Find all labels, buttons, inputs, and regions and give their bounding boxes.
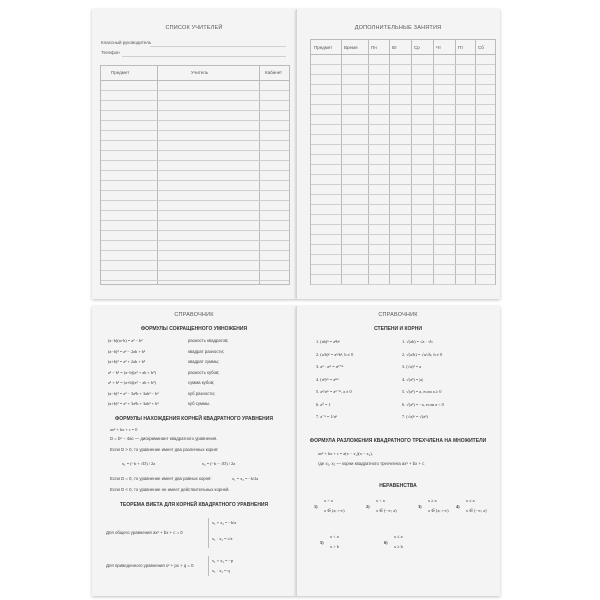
inequality-solution: x ∈ (a; +∞): [324, 508, 345, 513]
formula-description: квадрат суммы;: [188, 359, 220, 364]
table-row-line: [101, 240, 289, 241]
table-row-line: [311, 234, 495, 235]
section-title-inequalities: НЕРАВЕНСТВА: [379, 483, 417, 489]
formula-description: сумма кубов;: [188, 380, 215, 385]
notebook-page-reference-left: [92, 306, 296, 596]
root-1: x₁ = (−b + √D) / 2a: [122, 461, 156, 466]
root-rule: 2. √(a/b) = √a/√b, b ≠ 0: [402, 351, 443, 357]
table-column-line: [389, 40, 390, 284]
table-row-line: [101, 250, 289, 251]
table-row-line: [311, 184, 495, 185]
inequality-solution: x ∈ (−∞; a): [376, 508, 397, 513]
table-row-line: [311, 244, 495, 245]
inequality-number: 5): [320, 540, 324, 545]
notebook-page-teachers: [92, 9, 296, 299]
class-teacher-label: Классный руководитель: [101, 40, 152, 45]
table-row-line: [311, 114, 495, 115]
table-row-line: [311, 94, 495, 95]
vieta-general-product: x₁ · x₂ = c/a: [212, 536, 233, 541]
section-title-factorization: ФОРМУЛА РАЗЛОЖЕНИЯ КВАДРАТНОГО ТРЕХЧЛЕНА НА МНОЖИТЕЛИ: [309, 438, 487, 444]
table-row-line: [311, 174, 495, 175]
table-row-line: [101, 120, 289, 121]
vieta-general-label: Для общего уравнения ax² + bx + c = 0: [106, 530, 183, 535]
root-rule: 7. (√a)ⁿ = √(aⁿ): [402, 414, 428, 419]
column-header-6: Пт: [458, 45, 464, 50]
formula: a³ − b³ = (a−b)(a² + ab + b²): [108, 369, 156, 375]
table-row-line: [311, 104, 495, 105]
table-row-line: [101, 160, 289, 161]
table-row-line: [311, 124, 495, 125]
table-column-line: [341, 40, 342, 284]
section-title-quadratic: ФОРМУЛЫ НАХОЖДЕНИЯ КОРНЕЙ КВАДРАТНОГО УРАВНЕНИЯ: [115, 416, 273, 422]
formula-description: разность кубов;: [188, 369, 220, 375]
inequality-condition: x < a: [376, 498, 385, 503]
notebook-page-extra-classes: [296, 9, 500, 299]
factorization-formula: ax² + bx + c = a(x − x₁)(x − x₂),: [318, 451, 373, 456]
column-header-teacher: Учитель: [191, 70, 209, 75]
table-row-line: [101, 90, 289, 91]
formula: (a+b)² = a² + 2ab + b²: [108, 359, 146, 364]
formula-description: разность квадратов;: [188, 338, 229, 343]
table-row-line: [311, 214, 495, 215]
table-row-line: [311, 204, 495, 205]
table-row-line: [101, 200, 289, 201]
column-header-1: Время: [344, 45, 358, 50]
root-rule: 4. √(a²) = |a|: [402, 376, 423, 382]
table-row-line: [101, 260, 289, 261]
table-row-line: [311, 64, 495, 65]
column-header-subject: Предмет: [111, 70, 130, 75]
formula-description: квадрат разности;: [188, 348, 225, 354]
table-row-line: [101, 170, 289, 171]
power-rule: 2. (a/b)ⁿ = aⁿ/bⁿ, b ≠ 0: [316, 351, 354, 357]
formula-description: куб разности;: [188, 390, 215, 396]
table-row-line: [101, 280, 289, 281]
power-rule: 4. (aⁿ)ᵐ = aⁿᵐ: [316, 376, 339, 382]
table-row-line: [101, 140, 289, 141]
table-row-line: [311, 164, 495, 165]
inequality-solution: x ≥ b: [394, 544, 403, 549]
teachers-table: [100, 65, 290, 285]
inequality-solution: x ∈ [a; +∞): [428, 508, 449, 513]
inequality-number: 6): [384, 540, 388, 545]
inequality-solution: x ∈ (−∞; a]: [466, 508, 487, 513]
table-column-line: [433, 40, 434, 284]
case-negative: Если D < 0, то уравнение не имеет действительных корней.: [110, 487, 230, 492]
vieta-reduced-label: Для приведенного уравнения x² + px + q = 0: [106, 563, 194, 568]
case-zero: Если D = 0, то уравнение имеет два равных корня:: [110, 476, 212, 481]
inequality-number: 3): [418, 504, 422, 509]
table-row-line: [311, 254, 495, 255]
table-row-line: [101, 230, 289, 231]
table-row-line: [101, 150, 289, 151]
table-row-line: [311, 264, 495, 265]
phone-label: Телефон: [101, 50, 120, 55]
extra-classes-table: [310, 39, 496, 285]
table-row-line: [101, 110, 289, 111]
inequality-condition: x ≥ a: [428, 498, 437, 503]
table-row-line: [311, 134, 495, 135]
table-row-line: [101, 100, 289, 101]
table-row-line: [311, 194, 495, 195]
formula: (a−b)² = a² − 2ab + b²: [108, 348, 146, 354]
section-title-powers-roots: СТЕПЕНИ И КОРНИ: [374, 326, 422, 332]
root-2: x₂ = (−b − √D) / 2a: [202, 461, 236, 466]
column-header-room: Кабинет: [265, 70, 283, 75]
discriminant-text: D = b² − 4ac — дискриминант квадратного уравнения.: [110, 436, 218, 441]
table-row-line: [311, 274, 495, 275]
column-header-2: Пн: [371, 45, 377, 50]
vieta-reduced-sum: x₁ + x₂ = −p: [212, 558, 234, 563]
page-title: СПРАВОЧНИК: [378, 312, 418, 318]
table-row-line: [101, 80, 289, 81]
spine-bottom: [296, 306, 297, 596]
column-header-5: Чт: [436, 45, 442, 50]
formula: (a−b)³ = a³ − 3a²b + 3ab² − b³: [108, 390, 159, 396]
root-rule: 1. √(ab) = √a · √b: [402, 339, 433, 344]
inequality-condition: x > a: [324, 498, 333, 503]
column-header-4: Ср: [414, 45, 420, 50]
table-row-line: [311, 74, 495, 75]
column-header-0: Предмет: [314, 45, 333, 50]
table-row-line: [101, 180, 289, 181]
formula: (a−b)(a+b) = a² − b²: [108, 338, 143, 343]
page-title: СПИСОК УЧИТЕЛЕЙ: [165, 25, 223, 31]
power-rule: 1. (ab)ⁿ = aⁿbⁿ: [316, 339, 340, 344]
factorization-note: где x₁, x₂ — корни квадратного трехчлена ax² + bx + c: [318, 461, 425, 466]
section-title-vieta: ТЕОРЕМА ВИЕТА ДЛЯ КОРНЕЙ КВАДРАТНОГО УРАВНЕНИЯ: [119, 502, 269, 508]
power-rule: 3. aⁿ · aᵐ = aⁿ⁺ᵐ: [316, 364, 344, 369]
table-row-line: [311, 84, 495, 85]
spine-top: [296, 9, 297, 299]
column-header-3: Вт: [392, 45, 397, 50]
page-title: ДОПОЛНИТЕЛЬНЫЕ ЗАНЯТИЯ: [354, 25, 442, 31]
inequality-number: 4): [456, 504, 460, 509]
table-row-line: [101, 130, 289, 131]
power-rule: 7. a⁻ⁿ = 1/aⁿ: [316, 414, 337, 419]
table-row-line: [311, 144, 495, 145]
formula: (a+b)³ = a³ + 3a²b + 3ab² + b³: [108, 401, 159, 406]
root-rule: 6. √(a²) = −a, если a < 0: [402, 401, 444, 407]
inequality-number: 1): [314, 504, 318, 509]
power-rule: 6. a⁰ = 1: [316, 401, 331, 407]
inequality-number: 2): [366, 504, 370, 509]
column-header-7: Сб: [478, 45, 484, 50]
formula: a³ + b³ = (a+b)(a² − ab + b²): [108, 380, 156, 385]
formula-description: куб суммы.: [188, 401, 211, 406]
table-row-line: [101, 270, 289, 271]
notebook-page-reference-right: [296, 306, 500, 596]
root-rule: 3. (√a)² = a: [402, 364, 422, 369]
table-row-line: [101, 220, 289, 221]
table-row-line: [101, 210, 289, 211]
table-row-line: [101, 190, 289, 191]
table-column-line: [411, 40, 412, 284]
vieta-reduced-product: x₁ · x₂ = q: [212, 568, 230, 573]
inequality-condition: x < a: [330, 534, 339, 539]
table-row-line: [311, 224, 495, 225]
root-rule: 5. √(a²) = a, если a ≥ 0: [402, 389, 442, 394]
case-positive: Если D > 0, то уравнение имеет два различных корня:: [110, 447, 219, 452]
page-title: СПРАВОЧНИК: [174, 312, 214, 318]
section-title-multiplication: ФОРМУЛЫ СОКРАЩЕННОГО УМНОЖЕНИЯ: [140, 326, 248, 332]
table-column-line: [475, 40, 476, 284]
table-row-line: [311, 154, 495, 155]
quadratic-equation: ax² + bx + c = 0: [110, 427, 138, 432]
power-rule: 5. aⁿ/aᵐ = aⁿ⁻ᵐ, a ≠ 0: [316, 389, 352, 394]
table-row-line: [311, 54, 495, 55]
inequality-condition: x ≤ a: [466, 498, 475, 503]
table-column-line: [455, 40, 456, 284]
table-row-line: [311, 284, 495, 285]
root-equal: x₁ = x₂ = −b/2a: [232, 476, 259, 481]
vieta-general-sum: x₁ + x₂ = −b/a: [212, 520, 237, 525]
inequality-solution: x > b: [330, 544, 339, 549]
inequality-condition: x ≤ a: [394, 534, 403, 539]
table-column-line: [368, 40, 369, 284]
